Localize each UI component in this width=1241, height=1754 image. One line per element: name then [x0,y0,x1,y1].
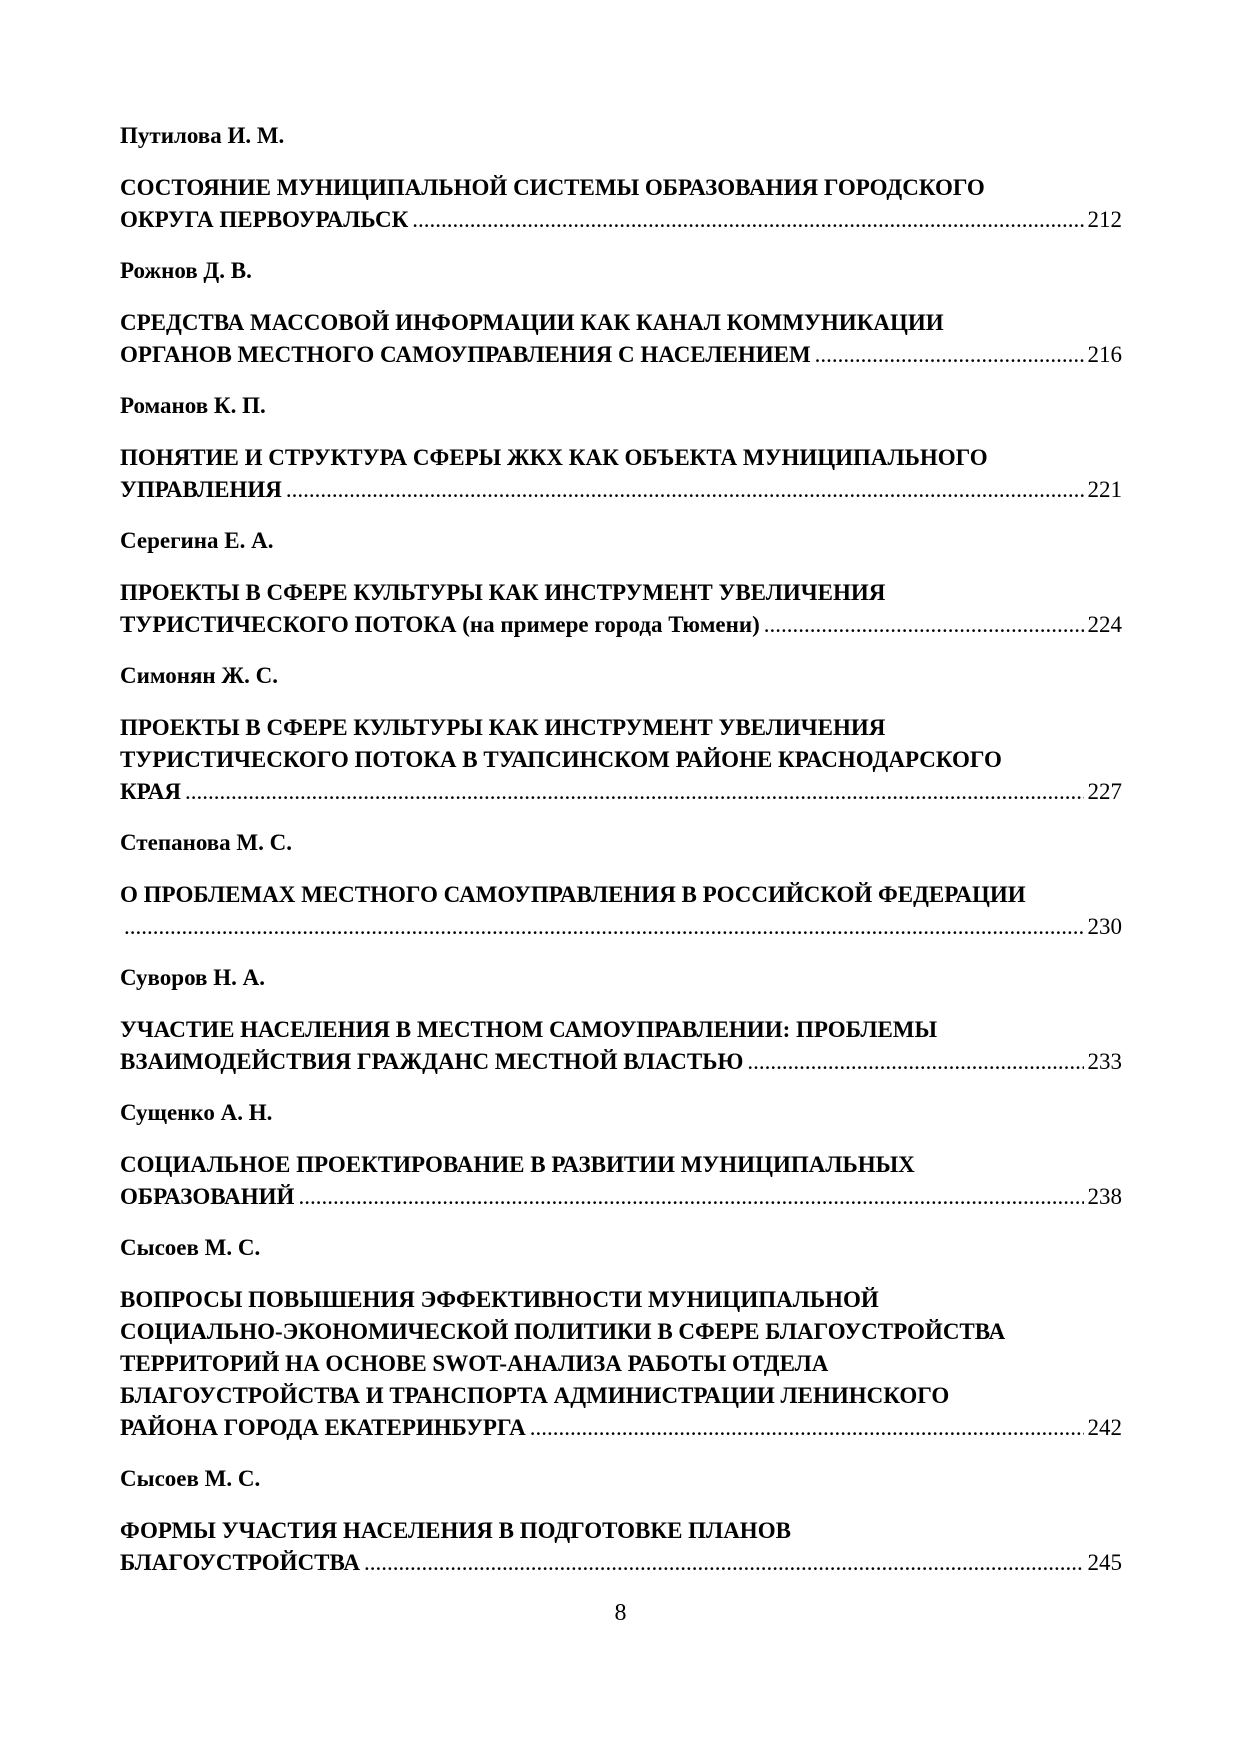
toc-page-ref: 212 [1087,207,1122,232]
dot-leader [815,339,1084,371]
toc-entry-last-line [120,1046,1122,1078]
toc-entry-last-line [120,204,1122,236]
toc-entry-title-tail: ОРГАНОВ МЕСТНОГО САМОУПРАВЛЕНИЯ С НАСЕЛЕНИЕМ [120,342,811,367]
toc-entry-title-line: О ПРОБЛЕМАХ МЕСТНОГО САМОУПРАВЛЕНИЯ В РОССИЙСКОЙ ФЕДЕРАЦИИ [120,882,1026,907]
toc-entry-last-line [120,1181,1122,1213]
dot-leader [286,474,1084,506]
toc-author: Суворов Н. А. [120,965,265,990]
toc-entry-title-tail: РАЙОНА ГОРОДА ЕКАТЕРИНБУРГА [120,1415,526,1440]
dot-leader [412,204,1083,236]
toc-entry-last-line [120,609,1122,641]
toc-entry-last-line [120,776,1122,808]
dot-leader [298,1181,1083,1213]
toc-author: Рожнов Д. В. [120,258,252,283]
toc-entry [120,577,1122,641]
dot-leader [364,1547,1083,1579]
page-number: 8 [614,1600,627,1626]
toc-entry [120,1014,1122,1078]
toc-author: Сысоев М. С. [120,1466,261,1491]
toc-entry-title-tail: КРАЯ [120,779,182,804]
table-of-contents [120,120,1122,1598]
toc-entry-title-line: ФОРМЫ УЧАСТИЯ НАСЕЛЕНИЯ В ПОДГОТОВКЕ ПЛАНОВ [120,1518,791,1543]
toc-page-ref: 224 [1087,612,1122,637]
toc-entry-title-tail: ОБРАЗОВАНИЙ [120,1184,295,1209]
toc-entry [120,442,1122,506]
toc-author: Сущенко А. Н. [120,1100,273,1125]
toc-entry-title-line: БЛАГОУСТРОЙСТВА И ТРАНСПОРТА АДМИНИСТРАЦИИ ЛЕНИНСКОГО [120,1383,950,1408]
toc-entry-title-tail: УПРАВЛЕНИЯ [120,477,282,502]
toc-entry-title-line: ТЕРРИТОРИЙ НА ОСНОВЕ SWOT-АНАЛИЗА РАБОТЫ ОТДЕЛА [120,1351,829,1376]
toc-entry-title-line: ВОПРОСЫ ПОВЫШЕНИЯ ЭФФЕКТИВНОСТИ МУНИЦИПАЛЬНОЙ [120,1287,879,1312]
toc-page-ref: 242 [1087,1415,1122,1440]
toc-entry [120,1284,1122,1444]
toc-entry-last-line [120,911,1122,943]
toc-author: Романов К. П. [120,393,266,418]
toc-entry [120,712,1122,808]
toc-entry-title-tail: ВЗАИМОДЕЙСТВИЯ ГРАЖДАНС МЕСТНОЙ ВЛАСТЬЮ [120,1049,744,1074]
toc-entry-title-line: СОЦИАЛЬНО-ЭКОНОМИЧЕСКОЙ ПОЛИТИКИ В СФЕРЕ БЛАГОУСТРОЙСТВА [120,1319,1006,1344]
toc-entry [120,1515,1122,1579]
toc-entry-last-line [120,1547,1122,1579]
toc-entry-title-line: ПРОЕКТЫ В СФЕРЕ КУЛЬТУРЫ КАК ИНСТРУМЕНТ УВЕЛИЧЕНИЯ [120,715,886,740]
toc-entry-title-line: СОЦИАЛЬНОЕ ПРОЕКТИРОВАНИЕ В РАЗВИТИИ МУНИЦИПАЛЬНЫХ [120,1152,915,1177]
toc-entry [120,307,1122,371]
toc-author: Путилова И. М. [120,123,285,148]
toc-entry-title-line: ТУРИСТИЧЕСКОГО ПОТОКА В ТУАПСИНСКОМ РАЙОНЕ КРАСНОДАРСКОГО [120,747,1002,772]
dot-leader [185,776,1083,808]
toc-entry-title-line: СОСТОЯНИЕ МУНИЦИПАЛЬНОЙ СИСТЕМЫ ОБРАЗОВАНИЯ ГОРОДСКОГО [120,175,985,200]
toc-author: Серегина Е. А. [120,528,274,553]
toc-page-ref: 245 [1087,1550,1122,1575]
toc-entry-title-line: ПРОЕКТЫ В СФЕРЕ КУЛЬТУРЫ КАК ИНСТРУМЕНТ УВЕЛИЧЕНИЯ [120,580,886,605]
toc-entry-title-line: СРЕДСТВА МАССОВОЙ ИНФОРМАЦИИ КАК КАНАЛ КОММУНИКАЦИИ [120,310,944,335]
toc-entry [120,172,1122,236]
toc-page-ref: 216 [1087,342,1122,367]
toc-entry [120,879,1122,943]
toc-entry-title-line: УЧАСТИЕ НАСЕЛЕНИЯ В МЕСТНОМ САМОУПРАВЛЕНИИ: ПРОБЛЕМЫ [120,1017,938,1042]
toc-entry-last-line [120,339,1122,371]
toc-entry-title-tail: ОКРУГА ПЕРВОУРАЛЬСК [120,207,409,232]
toc-entry [120,1149,1122,1213]
dot-leader [124,911,1084,943]
toc-entry-title-tail: ТУРИСТИЧЕСКОГО ПОТОКА (на примере города Тюмени) [120,612,760,637]
toc-page-ref: 227 [1087,779,1122,804]
toc-page-ref: 230 [1087,914,1122,939]
toc-page-ref: 233 [1087,1049,1122,1074]
toc-page-ref: 221 [1087,477,1122,502]
toc-author: Симонян Ж. С. [120,663,279,688]
toc-entry-title-tail: БЛАГОУСТРОЙСТВА [120,1550,361,1575]
toc-page-ref: 238 [1087,1184,1122,1209]
dot-leader [530,1412,1084,1444]
toc-author: Сысоев М. С. [120,1235,261,1260]
dot-leader [747,1046,1083,1078]
dot-leader [764,609,1084,641]
toc-entry-last-line [120,1412,1122,1444]
toc-author: Степанова М. С. [120,830,292,855]
toc-entry-title-line: ПОНЯТИЕ И СТРУКТУРА СФЕРЫ ЖКХ КАК ОБЪЕКТА МУНИЦИПАЛЬНОГО [120,445,988,470]
toc-entry-last-line [120,474,1122,506]
